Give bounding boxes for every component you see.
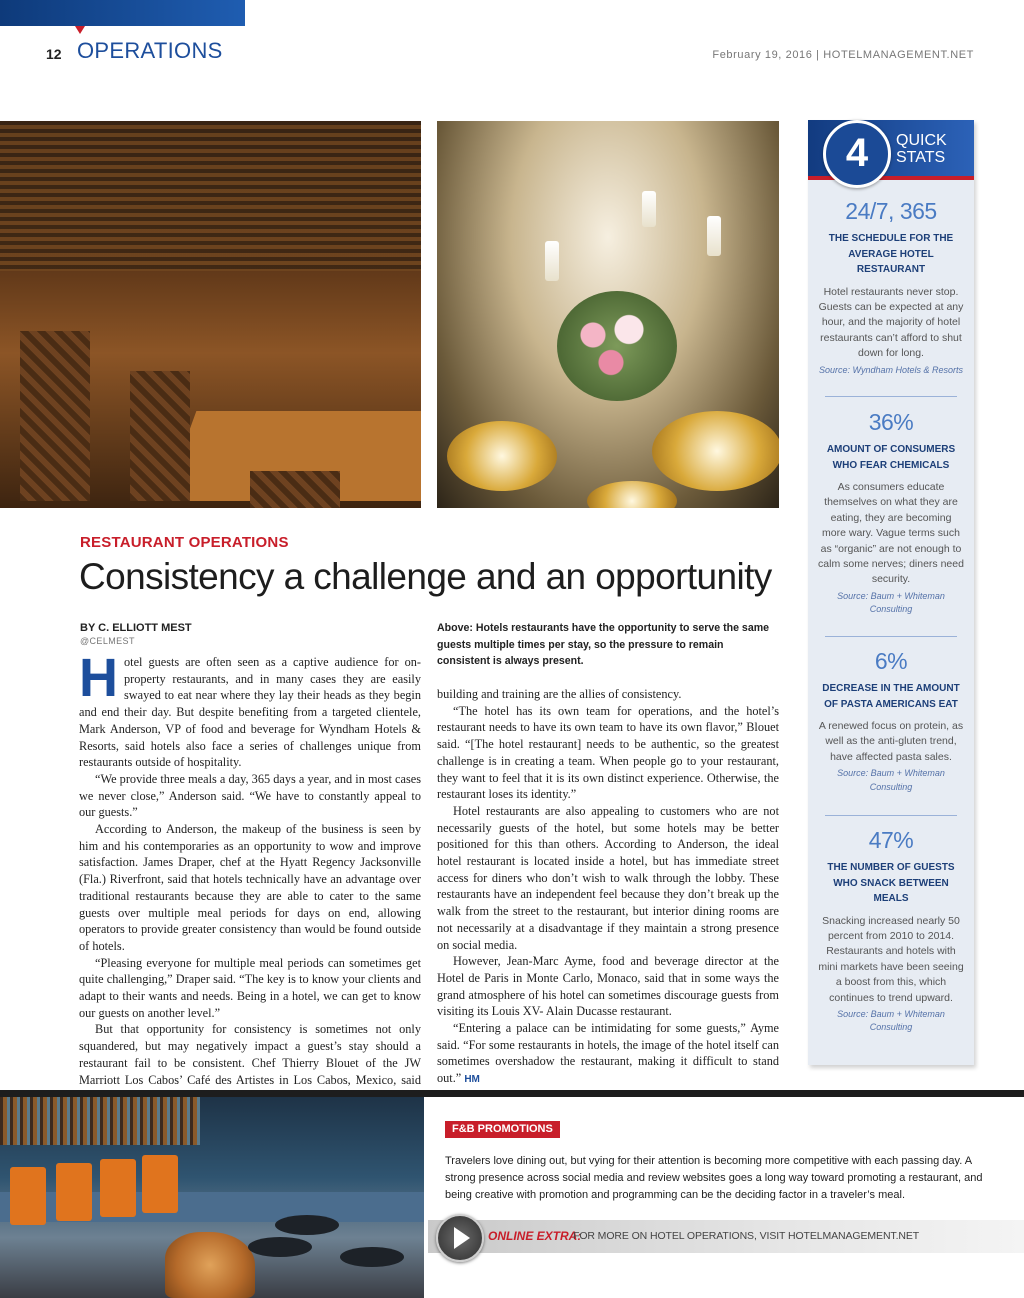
paragraph: But that opportunity for consistency is sometimes not only squandered, but may negatively impact a guest’s stay should a restaurant fail to be consistent. Chef Thierry Blouet of the JW Marriott Los Cabos’ Café des Artistes in Los Cabos, Mexico, said xyxy=(79,1022,421,1087)
article-column-1 xyxy=(79,648,421,1105)
stat-label: AMOUNT OF CONSUMERS WHO FEAR CHEMICALS xyxy=(826,444,956,471)
paragraph-text: “Entering a palace can be intimidating for some guests,” Ayme said. “For some restaurants in hotels, the image of the hotel itself can sometimes overshadow the restaurant, making it difficult to stand out.” xyxy=(437,1021,779,1086)
paragraph: However, Jean-Marc Ayme, food and beverage director at the Hotel de Paris in Monte Carlo, Monaco, said that in some ways the grand atmosphere of his hotel can sometimes discourage guests from visiting its Louis XV- Alain Ducasse restaurant. xyxy=(437,954,779,1019)
quick-stats-title xyxy=(896,132,972,166)
promo-text: Travelers love dining out, but vying for their attention is becoming more competitive with each passing day. A strong presence across social media and review websites goes a long way toward promoting a restaurant, and being creative with promotion and programming can be the deciding factor in a traveler’s meal. xyxy=(445,1155,983,1201)
paragraph: According to Anderson, the makeup of the business is seen by him and his contemporaries as an opportunity to wow and improve satisfaction. James Draper, chef at the Hyatt Regency Jacksonville (Fla.) Riverfront, said that hotels technically have an advantage over traditional restaurants because they are able to cater to the same guests over multiple meal periods for days on end, allowing operators to provide greater consistency than would be found outside of hotels. xyxy=(79,822,421,953)
stat-source: Source: Baum + Whiteman Consulting xyxy=(837,590,945,615)
stat-item xyxy=(818,827,964,1035)
stat-value: 6% xyxy=(874,648,908,674)
page-number: 12 xyxy=(46,46,62,62)
stat-item xyxy=(818,409,964,617)
restaurant-dining-photo xyxy=(0,121,421,508)
paragraph: Hotel restaurants are also appealing to customers who are not necessarily guests of the hotel, but some hotels may be better positioned for this than others. According to Anderson, the ideal hotel restaurant is located inside a hotel, but has immediate street access for diners who don’t wish to walk through the lobby. These restaurants have an independent feel because they don’t break up the walk from the street to the restaurant, but interior dining rooms are not necessarily at a disadvantage if they maintain a strong presence on social media. xyxy=(437,803,779,952)
play-triangle-icon xyxy=(454,1227,470,1249)
bottom-divider-bar xyxy=(0,1090,1024,1097)
paragraph: “Pleasing everyone for multiple meal periods can sometimes get quite challenging,” Draper said. “The key is to know your clients and adapt to their wants and needs. Being in a hotel, we can get to know our guests on another level.” xyxy=(79,955,421,1020)
section-title: OPERATIONS xyxy=(77,38,223,63)
article-byline: BY C. ELLIOTT MEST xyxy=(80,622,192,634)
header-marker-icon xyxy=(75,26,85,34)
stat-description: As consumers educate themselves on what they are eating, they are becoming more wary. Vague terms such as “organic” are not enough to calm some nerves; diners need security. xyxy=(818,481,964,586)
issue-date-site: February 19, 2016 | HOTELMANAGEMENT.NET xyxy=(712,49,974,61)
stat-item xyxy=(818,198,964,377)
paragraph: building and training are the allies of consistency. xyxy=(437,687,682,701)
stat-value: 36% xyxy=(868,409,914,435)
stat-divider xyxy=(825,815,957,816)
online-extra-label: ONLINE EXTRA: xyxy=(488,1229,582,1243)
online-extra-link[interactable]: FOR MORE ON HOTEL OPERATIONS, VISIT HOTELMANAGEMENT.NET xyxy=(573,1230,920,1242)
quick-stats-title-line: STATS xyxy=(896,149,946,166)
stat-label: DECREASE IN THE AMOUNT OF PASTA AMERICANS EAT xyxy=(822,683,960,710)
stat-description: A renewed focus on protein, as well as the anti-gluten trend, have affected pasta sales. xyxy=(818,720,964,763)
paragraph: “We provide three meals a day, 365 days a year, and in most cases we never close,” Anderson said. “We have to constantly appeal to our guests.” xyxy=(79,771,421,820)
paragraph: otel guests are often seen as a captive audience for on-property restaurants, and in many cases they are easily swayed to eat near where they lay their heads as they begin and end their day. But despite benefiting from a targeted clientele, Mark Anderson, VP of food and beverage for Wyndham Hotels & Resorts, said hotels also face a series of challenges unique from restaurants outside of hospitality. xyxy=(79,655,421,770)
hotel-bar-photo xyxy=(0,1097,424,1298)
stat-description: Snacking increased nearly 50 percent from 2010 to 2014. Restaurants and hotels with mini markets have been seeing a boost from this, which continues to trend upward. xyxy=(818,914,964,1004)
author-handle: @CELMEST xyxy=(80,636,135,646)
paragraph: “The hotel has its own team for operations, and the hotel’s restaurant needs to have its own team to have its own flavor,” Blouet said. “[The hotel restaurant] needs to be authentic, so the greatest challenge is in creating a team. When people go to your restaurant, they want to feel that it is its own distinct experience. Otherwise, the restaurant loses its identity.” xyxy=(437,703,779,802)
stat-value: 24/7, 365 xyxy=(845,198,937,224)
stat-divider xyxy=(825,396,957,397)
stat-source: Source: Baum + Whiteman Consulting xyxy=(837,768,945,792)
promo-section-tag: F&B PROMOTIONS xyxy=(445,1121,560,1138)
article-column-2 xyxy=(437,686,779,1089)
quick-stats-badge xyxy=(823,120,891,188)
quick-stats-sidebar xyxy=(808,120,974,1065)
quick-stats-title-line: QUICK xyxy=(896,132,947,149)
stat-divider xyxy=(825,636,957,637)
end-mark: HM xyxy=(464,1074,480,1086)
banquet-table-photo xyxy=(437,121,779,508)
stat-item xyxy=(818,648,964,794)
header-color-bar xyxy=(0,0,245,26)
play-icon[interactable] xyxy=(436,1214,484,1262)
paragraph xyxy=(437,1020,779,1089)
article-kicker: RESTAURANT OPERATIONS xyxy=(80,534,289,551)
stat-value: 47% xyxy=(868,827,914,853)
drop-cap: H xyxy=(79,648,118,708)
stat-source: Source: Baum + Whiteman Consulting xyxy=(837,1008,945,1033)
stat-source: Source: Wyndham Hotels & Resorts xyxy=(818,364,964,375)
quick-stats-count: 4 xyxy=(845,131,869,175)
article-headline: Consistency a challenge and an opportunity xyxy=(79,556,772,597)
stat-description: Hotel restaurants never stop. Guests can be expected at any hour, and the majority of hotel restaurants can’t afford to shut down for long. xyxy=(818,285,964,360)
stat-label: THE NUMBER OF GUESTS WHO SNACK BETWEEN MEALS xyxy=(827,862,955,904)
stat-label: THE SCHEDULE FOR THE AVERAGE HOTEL RESTAURANT xyxy=(828,233,954,275)
photo-caption: Above: Hotels restaurants have the opportunity to serve the same guests multiple times per stay, so the pressure to remain consistent is always present. xyxy=(437,622,770,667)
